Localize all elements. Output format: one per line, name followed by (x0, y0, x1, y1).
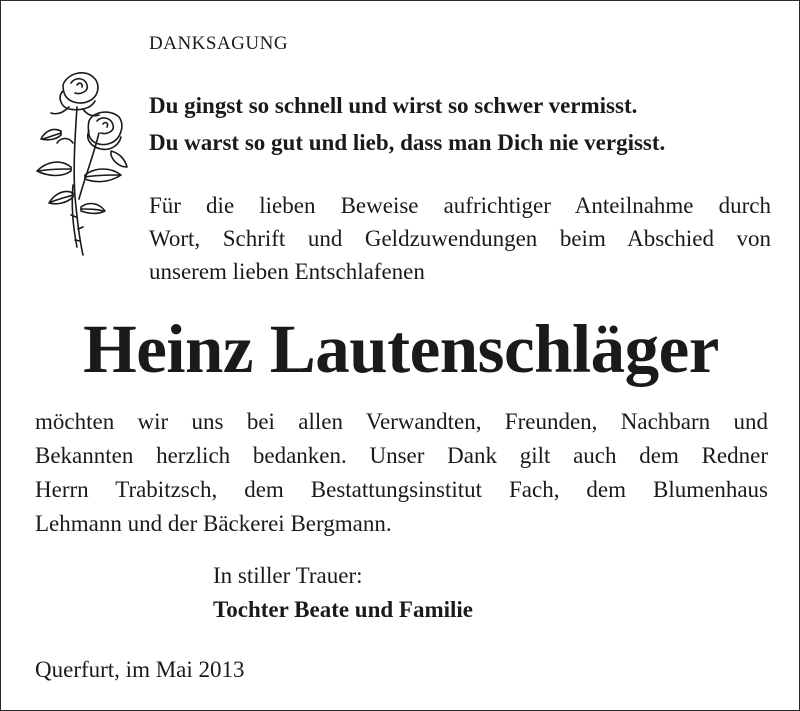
thanks-text (35, 405, 768, 541)
intro-text (149, 189, 771, 288)
thanks-line: Herrn Trabitzsch, dem Bestattungsinstitut Fach, dem Blumenhaus (35, 477, 768, 502)
thanks-line: Lehmann und der Bäckerei Bergmann. (35, 511, 392, 536)
intro-line: unserem lieben Entschlafenen (149, 259, 425, 284)
verse (149, 87, 665, 161)
thanks-line: Bekannten herzlich bedanken. Unser Dank gilt auch dem Redner (35, 443, 768, 468)
notice-heading: DANKSAGUNG (149, 33, 289, 54)
intro-line: Für die lieben Beweise aufrichtiger Anteilnahme durch (149, 193, 771, 218)
intro-line: Wort, Schrift und Geldzuwendungen beim Abschied von (149, 226, 771, 251)
mourners: Tochter Beate und Familie (213, 597, 474, 622)
thanks-line: möchten wir uns bei allen Verwandten, Freunden, Nachbarn und (35, 409, 768, 434)
rose-icon (27, 67, 135, 257)
place-date: Querfurt, im Mai 2013 (35, 657, 245, 682)
verse-line: Du warst so gut und lieb, dass man Dich nie vergisst. (149, 130, 666, 155)
deceased-name: Heinz Lautenschläger (83, 311, 719, 387)
verse-line: Du gingst so schnell und wirst so schwer vermisst. (149, 93, 638, 118)
mourning-label: In stiller Trauer: (213, 563, 363, 588)
